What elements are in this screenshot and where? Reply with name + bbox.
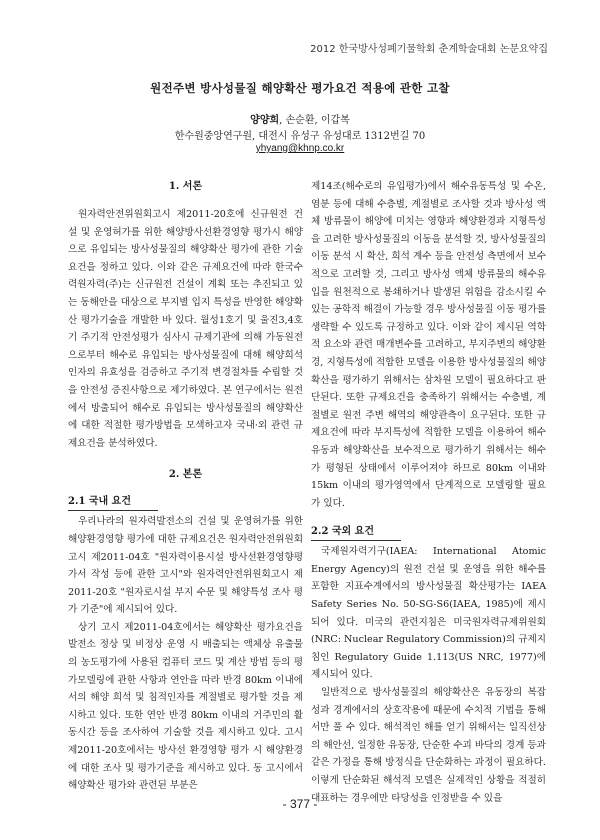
author-email[interactable]: yhyang@khnp.co.kr (255, 143, 345, 154)
co-authors: , 손순환, 이갑복 (279, 115, 350, 126)
intro-paragraph: 원자력안전위원회고시 제2011-20호에 신규원전 건설 및 운영허가를 위한 해양방사선환경영향 평가시 해양으로 유입되는 방사성물질의 해양확산 평가에 관한 기술요건을 정하고 있다. 이와 같은 규제요건에 따라 한국수력원자력(주)는 신규원전 건설이 계획 또는 추진되고 있는 동해안을 대상으로 부지별 입지 특성을 반영한 해양확산 평가기술을 개발한 바 있다. 월성1호기 및 울진3,4호기 주기적 안전성평가 심사시 규제기관에 의해 가동원전으로부터 해수로 유입되는 방사성물질에 대해 해양희석인자의 유효성을 검증하고 주기적 변경절차를 수립할 것을 안전성 증진사항으로 제기하였다. 본 연구에서는 원전에서 방출되어 해수로 유입되는 방사성물질의 해양확산에 대한 적절한 평가방법을 모색하고자 국내·외 관련 규제요건을 분석하였다. (68, 209, 303, 449)
subsection-heading-domestic: 2.1 국내 요건 (68, 494, 158, 511)
section-heading-body: 2. 본론 (168, 469, 203, 481)
right-column (311, 178, 546, 807)
lead-author: 양양희 (250, 115, 280, 126)
paper-title: 원전주변 방사성물질 해양확산 평가요건 적용에 관한 고찰 (150, 81, 450, 95)
overseas-paragraph-1: 국제원자력기구(IAEA: International Atomic Energy Agency)의 원전 건설 및 운영을 위한 해수를 포함한 지표수계에서의 방사성물질 확산평가는 IAEA Safety Series No. 50-SG-S6(IAEA, 1985)에 제시되어 있다. 미국의 관련지침은 미국원자력규제위원회(NRC: Nuclear Regulatory Commission)의 규제지침인 Regulatory Guide 1.113(US NRC, 1977)에 제시되어 있다. (311, 546, 546, 681)
domestic-paragraph-1: 우리나라의 원자력발전소의 건설 및 운영허가를 위한 해양환경영향 평가에 대한 규제요건은 원자력안전위원회고시 제2011-04호 "원자력이용시설 방사선환경영향평가서 작성 등에 관한 고시"와 원자력안전위원회고시 제2011-20호 "원자로시설 부지 수문 및 해양특성 조사 평가 기준"에 제시되어 있다. (68, 516, 303, 616)
affiliation: 한수원중앙연구원, 대전시 유성구 유성대로 1312번길 70 (174, 131, 426, 142)
page-number: - 377 - (282, 797, 318, 811)
author-line (0, 111, 600, 126)
overseas-paragraph-2: 일반적으로 방사성물질의 해양확산은 유동장의 복잡성과 경계에서의 상호작용에 때문에 수치적 기법을 통해서만 풀 수 있다. 해석적인 해를 얻기 위해서는 일직선상의 해안선, 일정한 유동장, 단순한 수괴 바닥의 경계 등과 같은 가정을 통해 방정식을 단순화하는 과정이 필요하다. 이렇게 단순화된 해석적 모델은 실제적인 상황을 적절히 대표하는 경우에만 타당성을 인정받을 수 있을 (311, 687, 546, 804)
spacer (311, 512, 546, 524)
spacer (68, 452, 303, 466)
left-column (68, 178, 303, 795)
domestic-paragraph-continued: 제14조(해수로의 유입평가)에서 해수유동특성 및 수온, 염분 등에 대해 수층별, 계절별로 조사할 것과 방사성 액체 방류물이 해양에 미치는 영향과 해양환경과 지형특성을 고려한 방사성물질의 이동을 분석할 것, 방사성물질의 이동 분석 시 확산, 희석 계수 등을 안전성 측면에서 보수적으로 고려할 것, 그리고 방사성 액체 방류물의 해수유입을 원천적으로 봉쇄하거나 발생된 위험을 감소시킬 수 있는 공학적 해결이 가능할 경우 방사성물질 이동 평가를 생략할 수 있도록 규정하고 있다. 이와 같이 제시된 역학적 요소와 관련 매개변수를 고려하고, 부지주변의 해양환경, 지형특성에 적합한 모델을 이용한 방사성물질의 해양확산을 평가하기 위해서는 삼차원 모델이 필요하다고 판단된다. 또한 규제요건을 충족하기 위해서는 수층별, 계절별로 원전 주변 해역의 해양관측이 요구된다. 또한 규제요건에 따라 부지특성에 적합한 모델을 이용하여 해수유동과 해양확산을 보수적으로 평가하기 위해서는 해수가 평형된 상태에서 이루어져야 하므로 80km 이내와 15km 이내의 평가영역에서 단계적으로 모델링할 필요가 있다. (311, 181, 546, 509)
running-header: 2012 한국방사성폐기물학회 춘계학술대회 논문요약집 (310, 44, 548, 55)
domestic-paragraph-2: 상기 고시 제2011-04호에서는 해양확산 평가요건을 발전소 정상 및 비정상 운영 시 배출되는 액체상 유출물의 농도평가에 사용된 컴퓨터 코드 및 계산 방법 등의 평가모델링에 관한 사항과 연안을 따라 반경 80km 이내에서의 해양 희석 및 침적인자를 계절별로 평가할 것을 제시하고 있다. 또한 연안 반경 80km 이내의 거주민의 활동시간 등을 조사하여 기술할 것을 제시하고 있다. 고시 제2011-20호에서는 방사선 환경영향 평가 시 해양환경에 대한 조사 및 평가기준을 제시하고 있다. 동 고시에서 해양확산 평가와 관련된 부분은 (68, 621, 303, 792)
section-heading-intro: 1. 서론 (168, 181, 203, 192)
subsection-heading-overseas: 2.2 국외 요건 (311, 524, 401, 541)
